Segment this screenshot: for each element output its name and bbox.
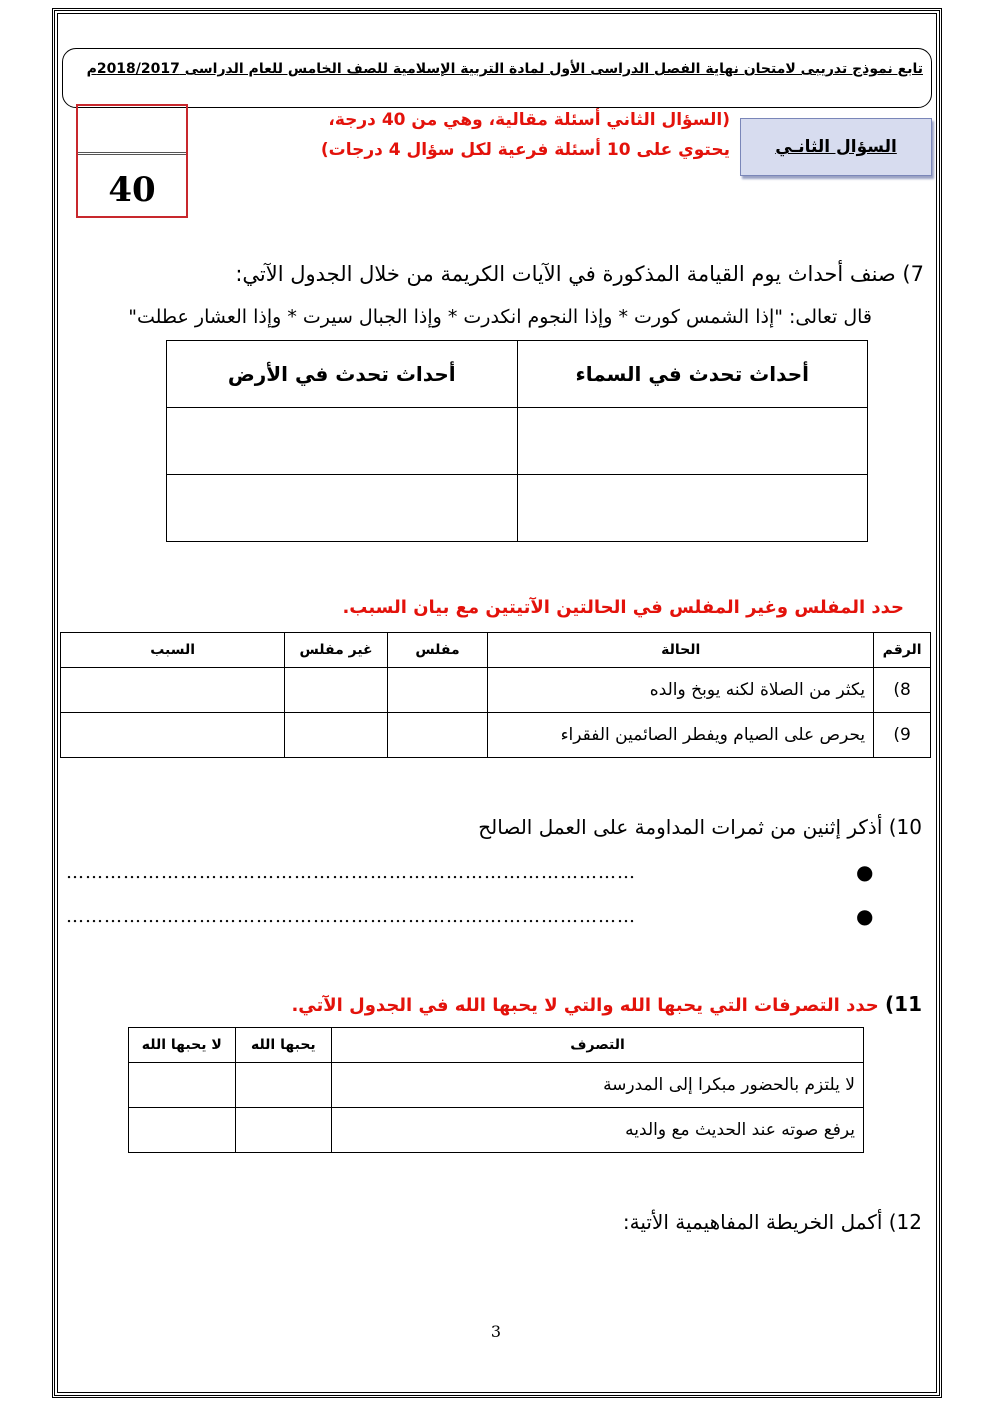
q11-prompt: حدد التصرفات التي يحبها الله والتي لا يحبها الله في الجدول الآتي. xyxy=(291,995,879,1016)
q89-row-case: يحرص على الصيام ويفطر الصائمين الفقراء xyxy=(488,713,874,758)
q89-cell-bankrupt[interactable] xyxy=(387,713,487,758)
q7-verse: قال تعالى: "إذا الشمس كورت * وإذا النجوم انكدرت * وإذا الجبال سيرت * وإذا العشار عطلت" xyxy=(128,306,872,328)
q89-row-num: 9) xyxy=(874,713,931,758)
q89-cell-reason[interactable] xyxy=(61,713,285,758)
q89-header-num: الرقم xyxy=(874,633,931,668)
score-divider xyxy=(78,152,186,155)
q11-cell-loves[interactable] xyxy=(235,1063,332,1108)
q7-table xyxy=(166,340,868,542)
q10-answer-line-2[interactable]: ……………………………………………………………………………… xyxy=(66,906,636,927)
q7-cell-sky-2[interactable] xyxy=(517,475,868,542)
q89-row-num: 8) xyxy=(874,668,931,713)
q89-table xyxy=(60,632,931,758)
q7-prompt: 7) صنف أحداث يوم القيامة المذكورة في الآيات الكريمة من خلال الجدول الآتي: xyxy=(235,262,924,286)
q11-cell-loves[interactable] xyxy=(235,1108,332,1153)
q89-header-bankrupt: مفلس xyxy=(387,633,487,668)
q89-row xyxy=(61,668,931,713)
q12-prompt: 12) أكمل الخريطة المفاهيمية الأتية: xyxy=(622,1210,922,1234)
bullet-icon: ● xyxy=(856,860,874,884)
q89-row-case: يكثر من الصلاة لكنه يوبخ والده xyxy=(488,668,874,713)
score-box xyxy=(76,104,188,218)
q11-cell-not-loves[interactable] xyxy=(129,1063,236,1108)
q11-row xyxy=(129,1108,864,1153)
q10-answer-line-1[interactable]: ……………………………………………………………………………… xyxy=(66,862,636,883)
header-box xyxy=(62,48,932,108)
q11-header-loves: يحبها الله xyxy=(235,1028,332,1063)
q11-number: 11) xyxy=(885,992,922,1016)
q7-cell-earth-1[interactable] xyxy=(167,408,518,475)
section-description-line2: يحتوي على 10 أسئلة فرعية لكل سؤال 4 درجات) xyxy=(320,140,730,160)
header-title: تابع نموذج تدريبى لامتحان نهاية الفصل الدراسى الأول لمادة التربية الإسلامية للصف الخامس للعام الدراسى 2018/2017م xyxy=(86,61,923,77)
q89-header-case: الحالة xyxy=(488,633,874,668)
q11-header-act: التصرف xyxy=(332,1028,864,1063)
q11-header-not-loves: لا يحبها الله xyxy=(129,1028,236,1063)
q89-cell-bankrupt[interactable] xyxy=(387,668,487,713)
q89-cell-not-bankrupt[interactable] xyxy=(285,713,387,758)
q10-prompt: 10) أذكر إثنين من ثمرات المداومة على العمل الصالح xyxy=(478,815,922,839)
q7-cell-earth-2[interactable] xyxy=(167,475,518,542)
score-value: 40 xyxy=(108,170,156,210)
q89-header-reason: السبب xyxy=(61,633,285,668)
bullet-icon: ● xyxy=(856,904,874,928)
q11-cell-not-loves[interactable] xyxy=(129,1108,236,1153)
q89-cell-reason[interactable] xyxy=(61,668,285,713)
q89-cell-not-bankrupt[interactable] xyxy=(285,668,387,713)
q11-row-act: لا يلتزم بالحضور مبكرا إلى المدرسة xyxy=(332,1063,864,1108)
q11-heading xyxy=(291,992,922,1016)
q11-row xyxy=(129,1063,864,1108)
q89-prompt: حدد المفلس وغير المفلس في الحالتين الآتيتين مع بيان السبب. xyxy=(342,597,904,618)
q7-header-sky: أحداث تحدث في السماء xyxy=(517,341,868,408)
q11-row-act: يرفع صوته عند الحديث مع والديه xyxy=(332,1108,864,1153)
q7-header-earth: أحداث تحدث في الأرض xyxy=(167,341,518,408)
section-label: السؤال الثانـي xyxy=(740,118,932,176)
q89-header-not-bankrupt: غير مفلس xyxy=(285,633,387,668)
q89-row xyxy=(61,713,931,758)
q11-table xyxy=(128,1027,864,1153)
section-description-line1: (السؤال الثاني أسئلة مقالية، وهي من 40 درجة، xyxy=(328,110,730,130)
q7-cell-sky-1[interactable] xyxy=(517,408,868,475)
page-number: 3 xyxy=(490,1322,502,1341)
